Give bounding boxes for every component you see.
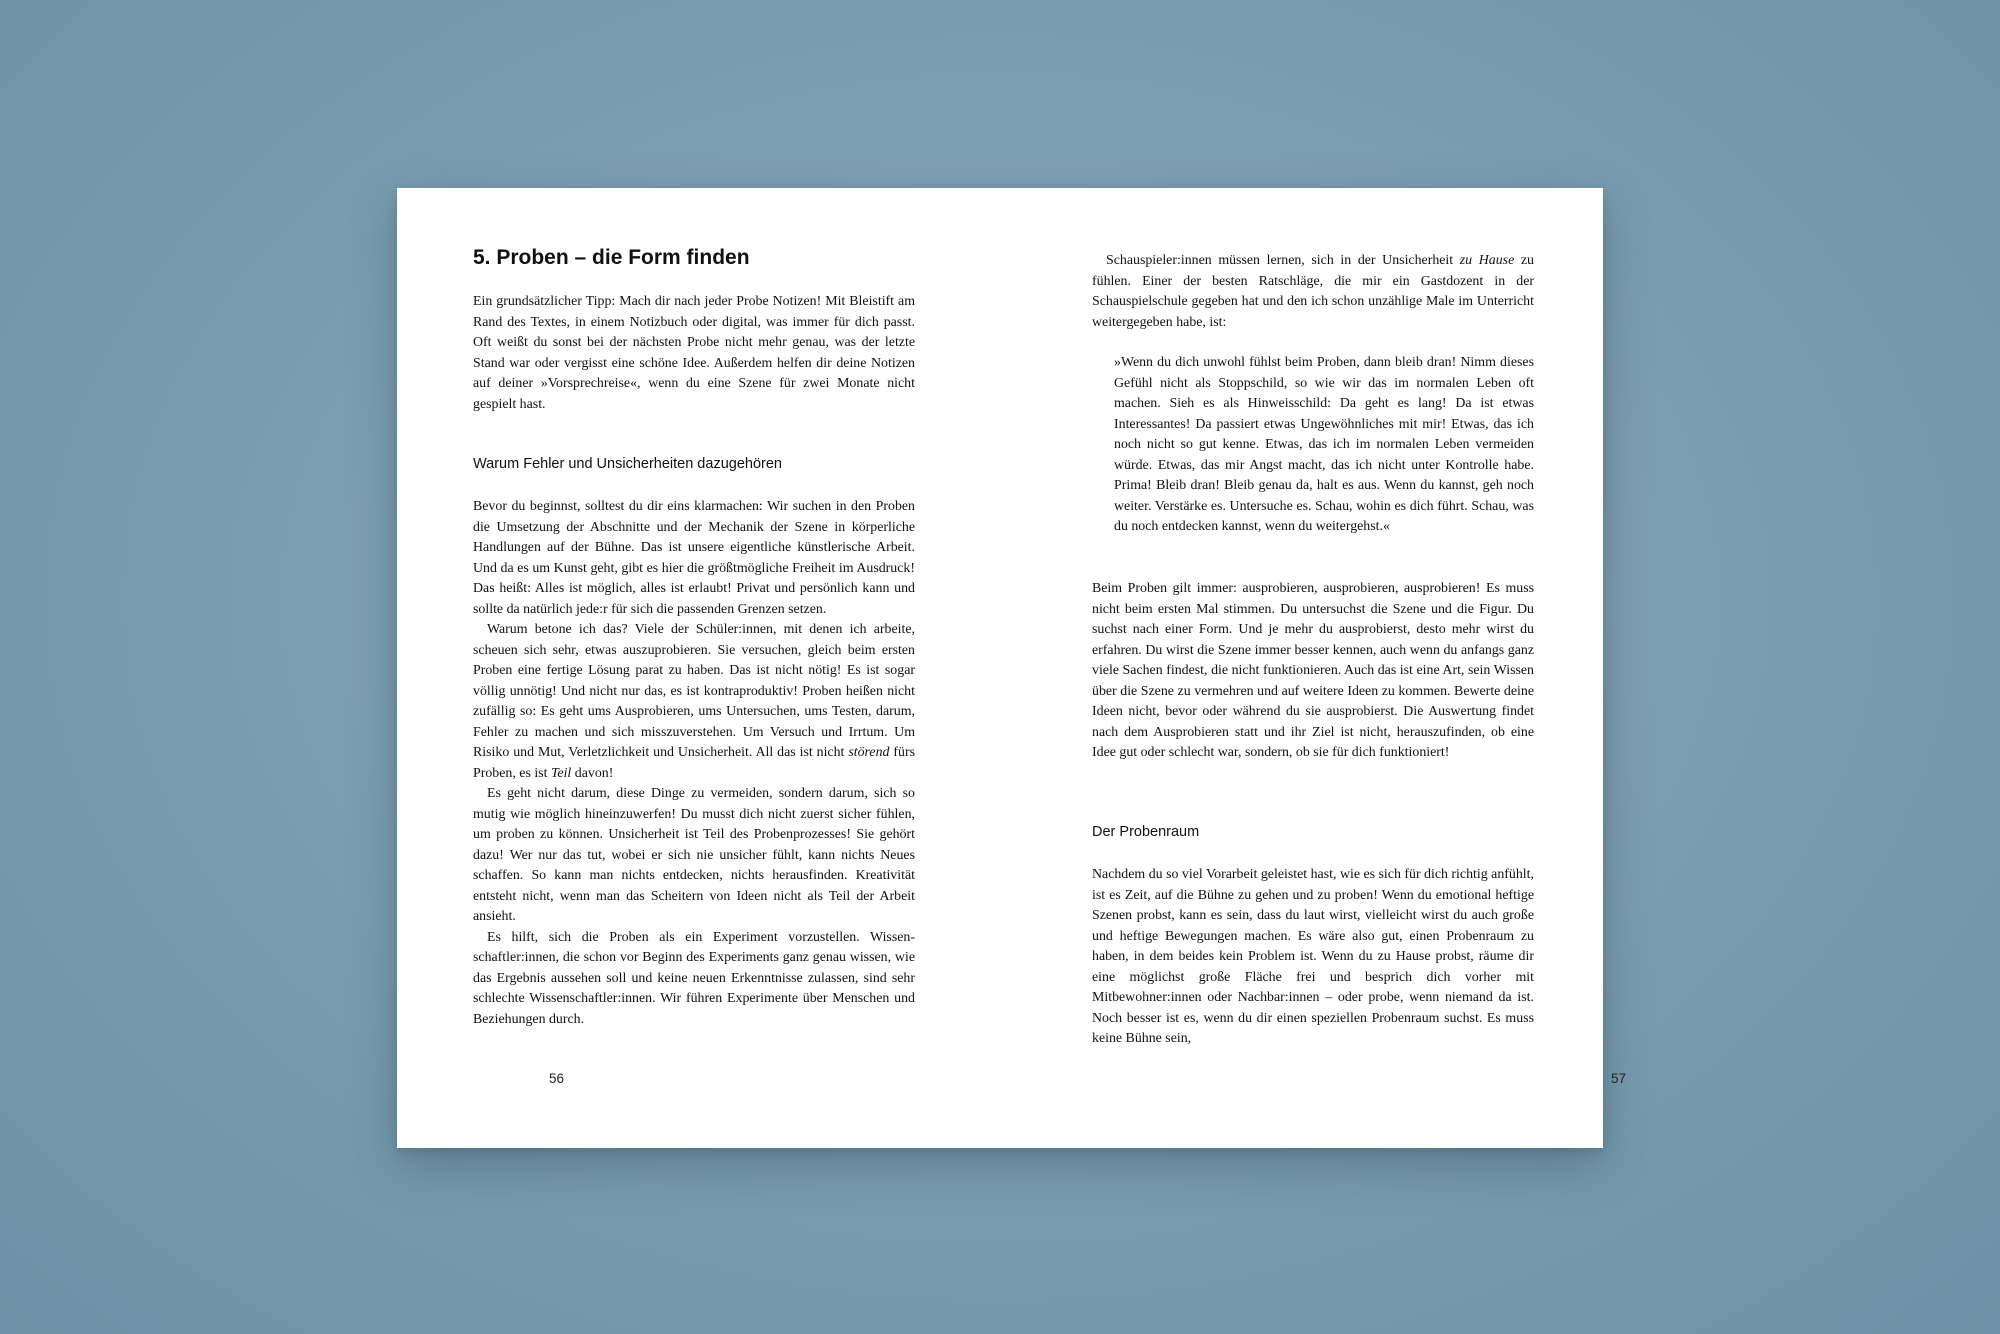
left-page xyxy=(397,188,1000,1148)
rehearsal-room-body xyxy=(1092,865,1534,1050)
text-run: zu fühlen. Einer der besten Ratschläge, die mir ein Gastdozent in der Schauspielschule gegeben hat und den ich schon unzählige Male im Unterricht weitergegeben habe, ist: xyxy=(1092,253,1534,330)
chapter-title: 5. Proben – die Form finden xyxy=(473,246,750,269)
page-number-left: 56 xyxy=(549,1071,565,1086)
right-page xyxy=(1000,188,1626,1148)
intro-paragraph xyxy=(473,292,915,415)
text-run: fürs Proben, es ist xyxy=(473,745,916,781)
paragraph: Beim Proben gilt immer: ausprobieren, ausprobieren, ausprobieren! Es muss nicht beim ersten Mal stimmen. Du untersuchst die Szene und die Figur. Du suchst nach einer Form. Und je mehr du ausprobierst, desto mehr wirst du erfahren. Du wirst die Szene immer besser kennen, auch wenn du anfangs ganz viele Sachen findest, die nicht funktionieren. Auch das ist eine Art, sein Wissen über die Szene zu vermehren und auf weitere Ideen zu kommen. Bewerte deine Ideen nicht, bevor oder während du sie ausprobierst. Die Auswertung findet nach dem Ausprobieren statt und ihr Ziel ist nicht, herauszufinden, ob eine Idee gut oder schlecht war, sondern, ob sie für dich funktioniert! xyxy=(1092,581,1534,760)
paragraph: Nachdem du so viel Vorarbeit geleistet hast, wie es sich für dich richtig anfühlt, ist es Zeit, auf die Bühne zu gehen und zu proben! Wenn du emotional heftige Szenen probst, kann es sein, dass du laut wirst, vielleicht wirst du auch große und heftige Bewegungen machen. Es wäre also gut, einen Probenraum zu haben, in dem beides kein Problem ist. Wenn du zu Hause probst, räume dir eine möglichst große Fläche frei und besprich dich vorher mit Mitbewohner:innen oder Nachbar:innen – oder probe, wenn niemand da ist. Noch besser ist es, wenn du dir einen speziellen Probenraum suchst. Es muss keine Bühne sein, xyxy=(1092,867,1534,1046)
emphasis-text: störend xyxy=(848,745,890,760)
right-opening-paragraph xyxy=(1092,251,1534,333)
paragraph xyxy=(1092,251,1534,333)
paragraph: Es hilft, sich die Proben als ein Experiment vorzustellen. Wissenschaftler:innen, die schon vor Beginn des Experiments ganz genau wissen, wie das Ergebnis aussehen soll und keine neuen Erkenntnisse zulassen, sind sehr schlechte Wissenschaftler:innen. Wir führen Experimente über Menschen und Beziehungen durch. xyxy=(473,929,915,1027)
page-number-right: 57 xyxy=(1610,1071,1626,1086)
text-run: Schauspieler:innen müssen lernen, sich in der Unsicherheit xyxy=(1106,253,1460,268)
paragraph: Es geht nicht darum, diese Dinge zu vermeiden, sondern darum, sich so mutig wie möglich hineinzuwerfen! Du musst dich nicht zuerst sicher fühlen, um proben zu können. Unsicherheit ist Teil des Probenprozesses! Sie gehört dazu! Wer nur das tut, wobei er sich nie unsicher fühlt, kann nichts Neues schaffen. So kann man nichts entdecken, nichts herausfinden. Kreativität entsteht nicht, wenn man das Scheitern von Ideen nicht als Teil der Arbeit ansieht. xyxy=(473,786,915,924)
intro-text: Ein grundsätzlicher Tipp: Mach dir nach jeder Probe Notizen! Mit Bleistift am Rand des Textes, in einem Notizbuch oder digital, was immer für dich passt. Oft weißt du sonst bei der nächsten Probe nicht mehr genau, was der letzte Stand war oder vergisst eine schöne Idee. Außerdem helfen dir deine Notizen auf deiner »Vorsprechreise«, wenn du eine Szene für zwei Monate nicht gespielt hast. xyxy=(473,294,915,412)
quote-text: »Wenn du dich unwohl fühlst beim Proben, dann bleib dran! Nimm dieses Gefühl nicht als Stoppschild, so wie wir das im normalen Leben oft machen. Sieh es als Hinweisschild: Da geht es lang! Da ist etwas Interessantes! Da passiert etwas Ungewöhnliches mit mir! Etwas, das ich noch nicht so gut kenne. Etwas, das ich im normalen Leben vermeiden würde. Etwas, das mir Angst macht, das ich nicht unter Kontrolle habe. Prima! Bleib dran! Bleib genau da, halt es aus. Wenn du kannst, geh noch weiter. Verstärke es. Untersuche es. Schau, wohin es dich führt. Schau, was du noch entdecken kannst, wenn du weitergehst.« xyxy=(1114,355,1534,534)
block-quote xyxy=(1114,353,1534,538)
text-run: Warum betone ich das? Viele der Schüler:innen, mit denen ich arbeite, scheuen sich sehr, etwas auszuprobieren. Sie versuchen, gleich beim ersten Proben eine fertige Lösung parat zu haben. Das ist nicht nötig! Es ist sogar völlig unnötig! Und nicht nur das, es ist kontraproduktiv! Proben heißen nicht zufällig so: Es geht ums Ausprobieren, ums Untersuchen, ums Testen, darum, Fehler zu machen und sich misszuverstehen. Um Versuch und Irrtum. Um Risiko und Mut, Verletzlichkeit und Unsicherheit. All das ist nicht xyxy=(473,622,915,760)
text-run: davon! xyxy=(571,765,614,781)
section-heading-rehearsal-room: Der Probenraum xyxy=(1092,824,1200,840)
book-spread xyxy=(397,188,1626,1148)
emphasis-text: zu Hause xyxy=(1459,253,1515,268)
errors-section-body xyxy=(473,497,915,1030)
right-paragraph-trying xyxy=(1092,579,1534,764)
paragraph: Bevor du beginnst, solltest du dir eins klarmachen: Wir suchen in den Proben die Umsetzung der Abschnitte und der Mechanik der Szene in körperliche Handlungen auf der Bühne. Das ist unsere eigentliche künstlerische Arbeit. Und da es um Kunst geht, gibt es hier die größtmögliche Freiheit im Ausdruck! Das heißt: Alles ist möglich, alles ist erlaubt! Privat und persönlich kann und sollte da natürlich jede:r für sich die passenden Grenzen setzen. xyxy=(473,499,915,617)
emphasis-text: Teil xyxy=(550,765,572,781)
section-heading-errors: Warum Fehler und Unsicherheiten dazugehören xyxy=(473,456,782,472)
paragraph xyxy=(473,620,915,784)
